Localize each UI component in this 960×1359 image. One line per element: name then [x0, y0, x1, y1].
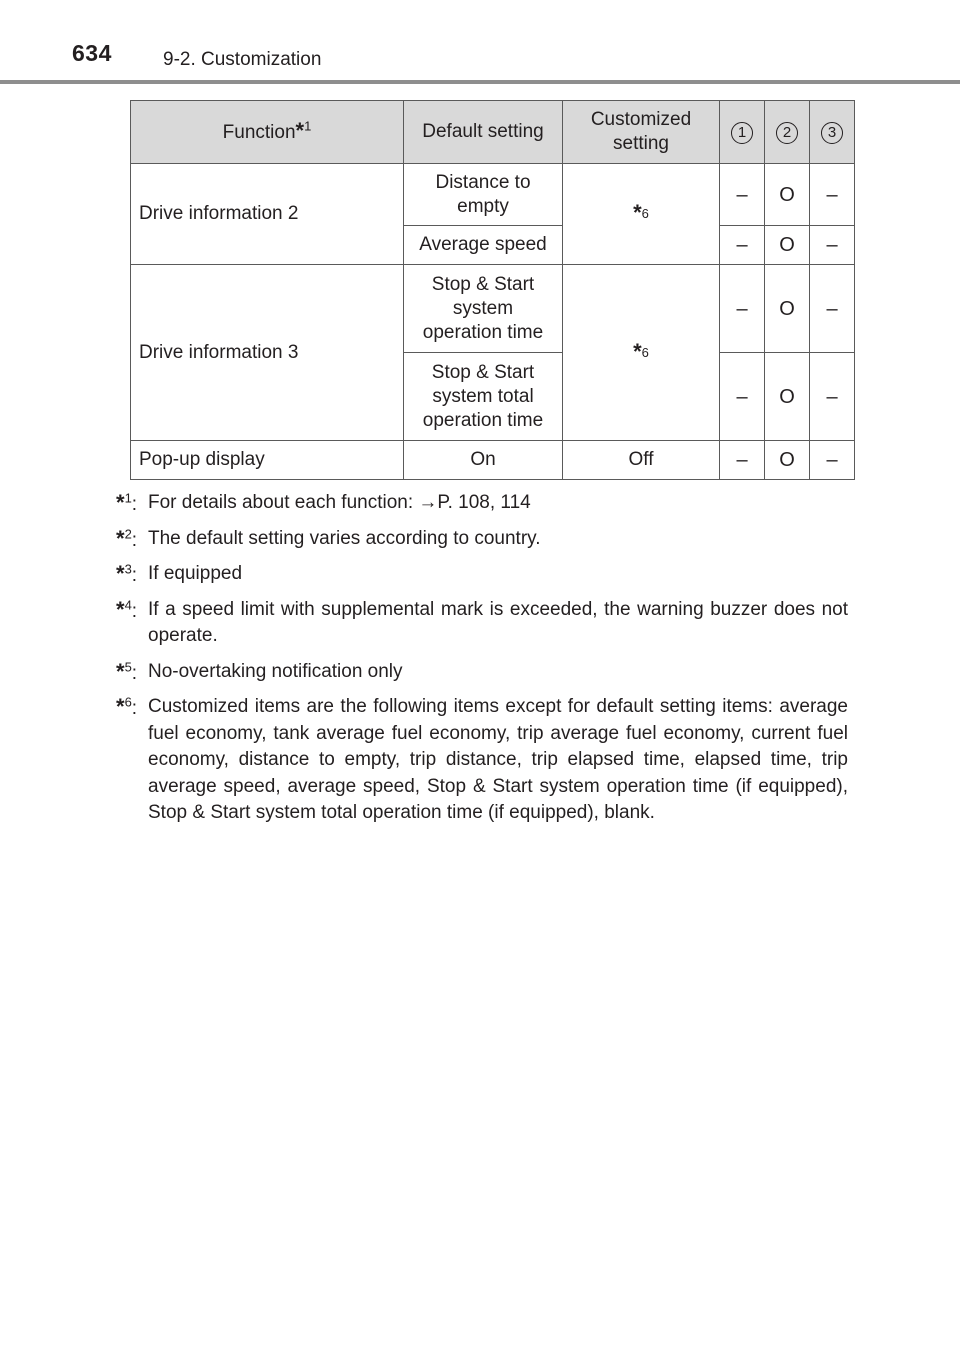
header-col-3 — [810, 101, 855, 164]
function-cell: Drive information 2 — [131, 164, 404, 265]
asterisk-mark: * — [633, 200, 642, 225]
mark-cell: – — [810, 226, 855, 265]
customized-setting-cell: Stop & Start system operation time — [404, 265, 563, 353]
asterisk-mark: * — [116, 596, 125, 622]
customized-setting-cell: Stop & Start system total operation time — [404, 353, 563, 441]
asterisk-mark: * — [116, 561, 125, 586]
customized-setting-cell: Distance to empty — [404, 164, 563, 226]
footnotes — [116, 490, 848, 836]
table-header-row — [131, 101, 855, 164]
customized-setting-cell: Off — [563, 441, 720, 480]
mark-cell: – — [810, 353, 855, 441]
mark-cell: O — [765, 226, 810, 265]
footnote-5: *$^5$: No-overtaking notification only — [116, 658, 403, 684]
header-customized-setting: Customized setting — [563, 101, 720, 164]
mark-cell: – — [810, 164, 855, 226]
asterisk-mark: * — [295, 118, 305, 143]
header-col-1 — [720, 101, 765, 164]
default-setting-cell: *6 — [563, 265, 720, 441]
customized-setting-cell: Average speed — [404, 226, 563, 265]
mark-cell: – — [720, 226, 765, 265]
asterisk-mark: * — [116, 525, 125, 551]
asterisk-mark: * — [116, 694, 125, 719]
footnote-6: *$^6$: Customized items are the following items except for default setting items: average fuel economy, tank average fuel economy, trip average fuel economy, current fuel economy, distance to empty, trip distance, trip elapsed time, elapsed time, trip average speed, average speed, Stop & Start system operation time (if equipped), Stop & Start system total operation time (if equipped), blank. — [116, 694, 848, 823]
table-row — [131, 164, 855, 226]
header-default-setting: Default setting — [404, 101, 563, 164]
default-setting-cell: On — [404, 441, 563, 480]
mark-cell: – — [720, 353, 765, 441]
asterisk-mark: * — [633, 338, 642, 364]
header-function-note: 1 — [304, 118, 312, 134]
asterisk-mark: * — [116, 658, 125, 684]
footnote-1: *$^1$: For details about each function: →P. 108, 114 — [116, 490, 531, 515]
mark-cell: – — [720, 441, 765, 480]
footnote-text: If equipped — [148, 563, 243, 584]
function-cell: Pop-up display — [131, 441, 404, 480]
footnote-text: For details about each function: →P. 108, 114 — [148, 492, 531, 513]
mark-cell: – — [720, 265, 765, 353]
footnote-text: No-overtaking notification only — [148, 660, 403, 682]
customization-table — [130, 100, 855, 480]
footnote-text: Customized items are the following items except for default setting items: average fuel economy, tank average fuel economy, trip average fuel economy, current fuel economy, distance to empty, trip distance, trip elapsed time, elapsed time, trip average speed, average speed, Stop & Start system operation time (if equipped), Stop & Start system total operation time (if equipped), blank. — [148, 696, 848, 823]
circled-number-2: 2 — [776, 122, 798, 144]
header-function: Function*$^1$ — [131, 101, 404, 164]
header-col-2 — [765, 101, 810, 164]
section-title: 9-2. Customization — [163, 49, 322, 70]
mark-cell: – — [810, 441, 855, 480]
mark-cell: O — [765, 164, 810, 226]
function-cell: Drive information 3 — [131, 265, 404, 441]
header-divider — [0, 80, 960, 84]
circled-number-1: 1 — [731, 122, 753, 144]
footnote-text: If a speed limit with supplemental mark is exceeded, the warning buzzer does not operate. — [148, 598, 848, 646]
mark-cell: – — [720, 164, 765, 226]
asterisk-mark: * — [116, 490, 125, 515]
mark-cell: O — [765, 265, 810, 353]
default-setting-cell: *6 — [563, 164, 720, 265]
page-header — [0, 0, 960, 84]
table-row — [131, 265, 855, 353]
footnote-3: *$^3$: If equipped — [116, 561, 243, 586]
footnote-text: The default setting varies according to country. — [148, 527, 541, 549]
circled-number-3: 3 — [821, 122, 843, 144]
page-number: 634 — [72, 40, 112, 66]
mark-cell: O — [765, 441, 810, 480]
mark-cell: O — [765, 353, 810, 441]
footnote-2: *$^2$: The default setting varies according to country. — [116, 525, 541, 551]
footnote-4: *$^4$: If a speed limit with supplemental mark is exceeded, the warning buzzer does not operate. — [116, 596, 848, 646]
table-row — [131, 441, 855, 480]
mark-cell: – — [810, 265, 855, 353]
